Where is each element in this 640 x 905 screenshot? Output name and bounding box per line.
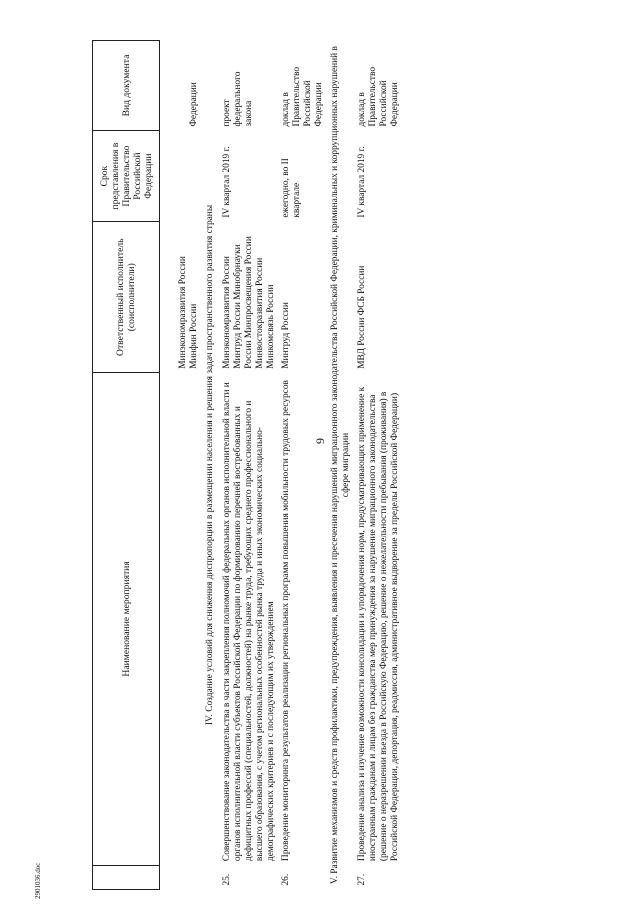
continuation-executor: Минэкономразвития России Минфин России [178,256,199,369]
section-5-title: V. Развитие механизмов и средств профилактики, предупреждения, выявления и пресечения нарушений миграционного законодательства Российской Федерации, криминальных и коррупционных нарушений в сфере миграции [330,46,351,884]
header-doc-type: Вид документа [93,41,160,131]
section-5-row [327,41,355,890]
row-number: 25. [222,873,232,886]
measure-term: ежегодно, во II квартале [281,158,302,218]
table-row [355,41,403,890]
section-4-row [202,41,219,890]
measure-name: Проведение анализа и изучение возможности консолидации и упорядочения норм, предусматривающих применение к иностранным гражданам и лицам без гражданства мер принуждения за нарушение миграционного законодательства (решение о неразрешении въезда в Российскую Федерацию, решение о нежелательности пребывания (проживания) в Российской Федерации, депортация, реадмиссия, административное выдворение за пределы Российской Федерации) [357,386,400,862]
measure-name: Проведение мониторинга результатов реализации региональных программ повышения мобильности трудовых ресурсов [281,380,291,862]
header-number-cell [93,865,160,889]
measure-name: Совершенствование законодательства в части закрепления полномочий федеральных органов исполнительной власти и органов исполнительной власти субъектов Российской Федерации по формированию перечней востребованных и дефицитных профессий (специальностей, должностей) на рынке труда, требующих среднего профессионального и высшего образования, с учетом региональных особенностей рынка труда и иных экономических социально-демографических критериев и с последующим их утверждением [222,382,276,862]
header-term: Срок представления в Правительство Российской Федерации [93,131,160,222]
measure-doc-type: доклад в Правительство Российской Федерации [357,66,400,127]
continuation-row [160,41,203,890]
continuation-doc-type: Федерации [189,82,199,127]
header-executor: Ответственный исполнитель (соисполнители) [93,222,160,373]
table-row [219,41,279,890]
footer-file-name: 2901036.doc [34,862,42,899]
measures-table [92,40,403,890]
measure-executor: Минэкономразвития России Минтруд России Минобрнауки России Минпросвещения России Минвостокразвития России Минкомсвязь России [222,236,276,369]
measure-term: IV квартал 2019 г. [357,146,367,218]
page-number: 9 [313,438,327,444]
table-header-row [93,41,160,890]
measure-doc-type: проект федерального закона [222,71,254,127]
section-4-title: IV. Создание условий для снижения диспропорции в размещении населения и решения задач пространственного развития страны [205,204,215,726]
header-name: Наименование мероприятия [93,373,160,865]
measure-doc-type: доклад в Правительство Российской Федерации [281,66,324,127]
measure-executor: Минтруд России [281,302,291,369]
measure-executor: МВД России ФСБ России [357,265,367,369]
row-number: 27. [357,873,367,886]
row-number: 26. [281,873,291,886]
table-row [279,41,327,890]
rotated-table-sheet [92,40,612,890]
measure-term: IV квартал 2019 г. [222,146,232,218]
